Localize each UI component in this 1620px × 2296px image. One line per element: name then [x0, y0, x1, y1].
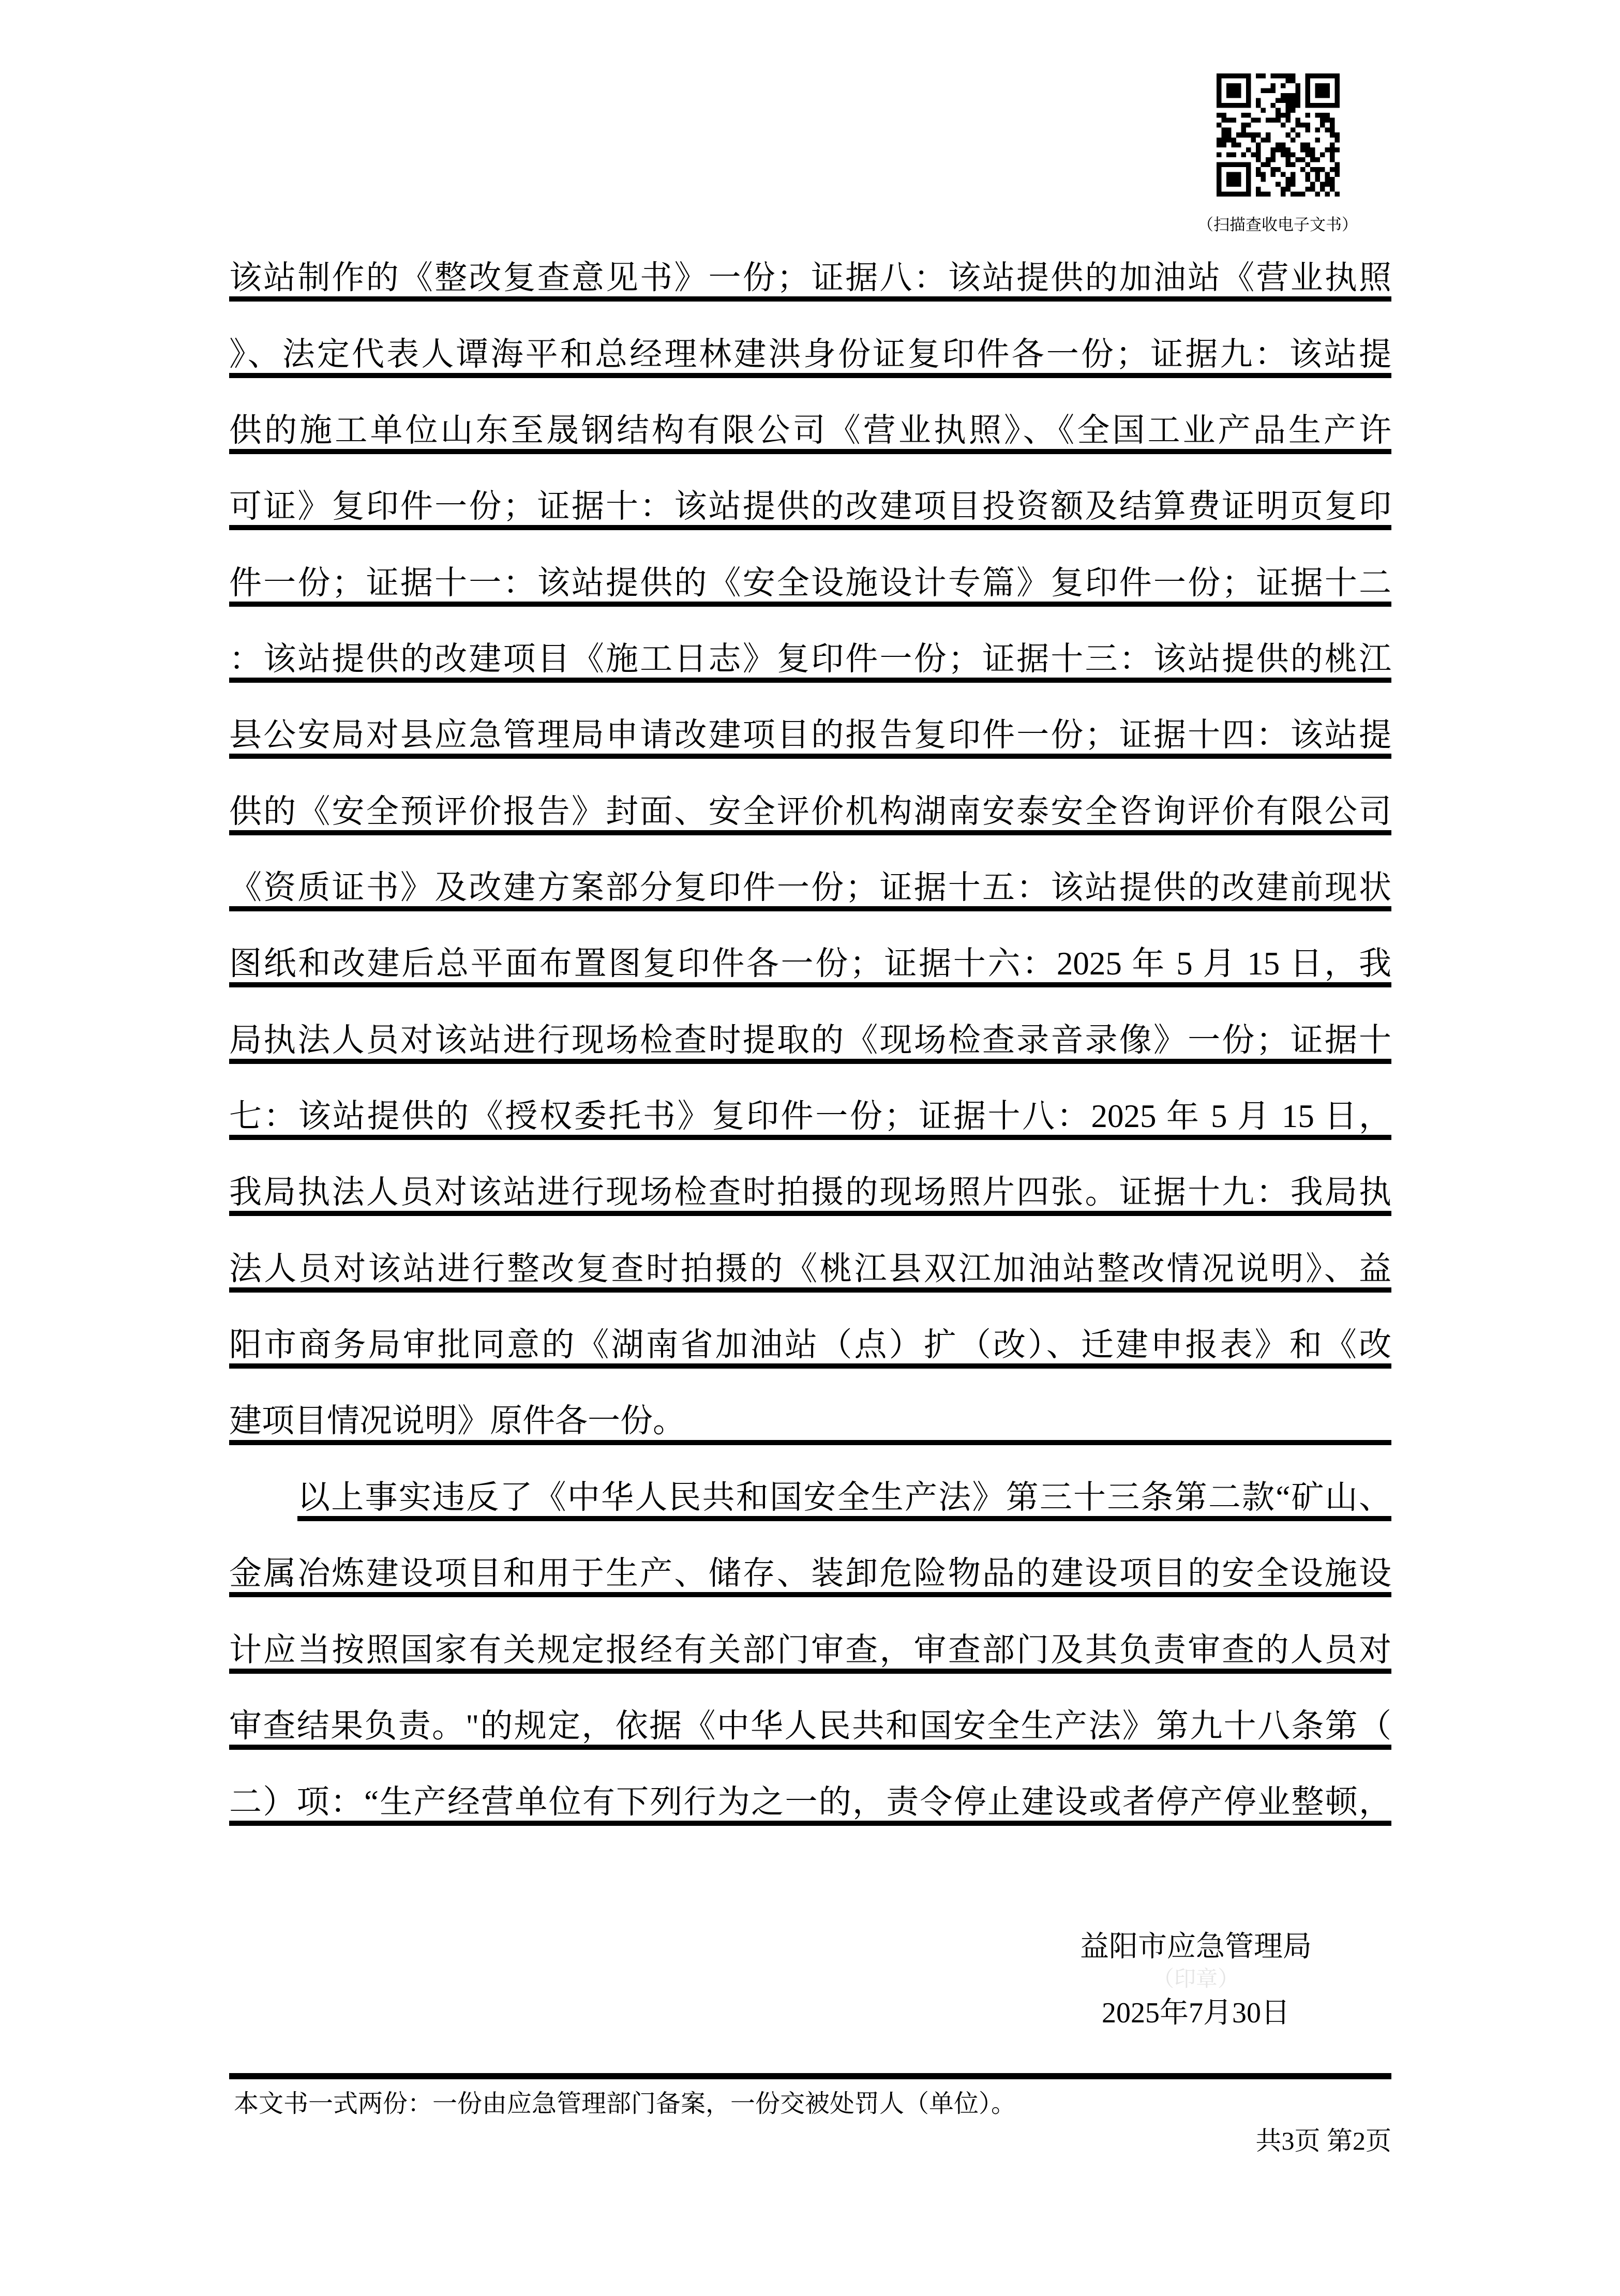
- body-line-text: 计应当按照国家有关规定报经有关部门审查，审查部门及其负责审查的人员对: [229, 1631, 1391, 1668]
- footer-note: 本文书一式两份：一份由应急管理部门备案，一份交被处罚人（单位）。: [234, 2090, 1016, 2118]
- body-line: [229, 302, 1391, 378]
- body-line-text: 件一份；证据十一：该站提供的《安全设施设计专篇》复印件一份；证据十二: [229, 564, 1391, 601]
- body-line-text: 可证》复印件一份；证据十：该站提供的改建项目投资额及结算费证明页复印: [229, 488, 1391, 525]
- body-line: [229, 683, 1391, 759]
- signature-block: [1009, 1920, 1383, 2028]
- body-line-text: 供的《安全预评价报告》封面、安全评价机构湖南安泰安全咨询评价有限公司: [229, 793, 1391, 830]
- qr-caption: （扫描查收电子文书）: [1197, 216, 1358, 234]
- body-line: [229, 454, 1391, 530]
- qr-code-icon: [1217, 73, 1340, 197]
- body-line: [229, 1293, 1391, 1369]
- body-line: [229, 759, 1391, 835]
- page-indicator: 共3页 第2页: [1255, 2126, 1391, 2155]
- body-line-text: 金属冶炼建设项目和用于生产、储存、装卸危险物品的建设项目的安全设施设: [229, 1555, 1391, 1592]
- body-line: [229, 226, 1391, 302]
- body-line-text: 阳市商务局审批同意的《湖南省加油站（点）扩（改）、迁建申报表》和《改: [229, 1327, 1391, 1363]
- body-line: [229, 1140, 1391, 1216]
- seal-placeholder: （印章）: [1152, 1968, 1239, 1991]
- body-line: [229, 911, 1391, 987]
- body-line: [229, 1064, 1391, 1140]
- body-line-text: 供的施工单位山东至晟钢结构有限公司《营业执照》、《全国工业产品生产许: [229, 412, 1391, 448]
- body-line-text: 审查结果负责。"的规定，依据《中华人民共和国安全生产法》第九十八条第（: [229, 1707, 1391, 1744]
- body-line-text: 建项目情况说明》原件各一份。: [229, 1403, 685, 1439]
- body-line: [229, 607, 1391, 683]
- body-line: [229, 1750, 1391, 1826]
- body-line: [229, 1521, 1391, 1597]
- body-line-text: ：该站提供的改建项目《施工日志》复印件一份；证据十三：该站提供的桃江: [229, 641, 1391, 678]
- body-line-text: 《资质证书》及改建方案部分复印件一份；证据十五：该站提供的改建前现状: [229, 869, 1391, 906]
- body-line: [229, 1597, 1391, 1673]
- issuing-authority: 益阳市应急管理局: [1080, 1931, 1312, 1963]
- body-line: [229, 530, 1391, 606]
- footer-divider: [229, 2073, 1391, 2079]
- body-line-text: 该站制作的《整改复查意见书》一份；证据八：该站提供的加油站《营业执照: [229, 260, 1391, 296]
- body-line-text: 图纸和改建后总平面布置图复印件各一份；证据十六：2025 年 5 月 15 日，我: [229, 946, 1391, 982]
- body-line-paragraph-start: [297, 1445, 1391, 1521]
- body-line: [229, 1216, 1391, 1292]
- issue-date: 2025年7月30日: [1102, 1997, 1290, 2029]
- body-line-text: 》、法定代表人谭海平和总经理林建洪身份证复印件各一份；证据九：该站提: [229, 336, 1391, 372]
- body-line-text: 七：该站提供的《授权委托书》复印件一份；证据十八：2025 年 5 月 15 日，: [229, 1098, 1391, 1135]
- body-line-text: 二）项：“生产经营单位有下列行为之一的，责令停止建设或者停产停业整顿，: [229, 1784, 1391, 1821]
- body-line: [229, 378, 1391, 454]
- body-line-text: 以上事实违反了《中华人民共和国安全生产法》第三十三条第二款“矿山、: [297, 1479, 1391, 1515]
- body-line-text: 县公安局对县应急管理局申请改建项目的报告复印件一份；证据十四：该站提: [229, 717, 1391, 754]
- document-body: [229, 226, 1391, 1826]
- body-line: [229, 1674, 1391, 1750]
- body-line-text: 局执法人员对该站进行现场检查时提取的《现场检查录音录像》一份；证据十: [229, 1022, 1391, 1058]
- body-line-text: 我局执法人员对该站进行现场检查时拍摄的现场照片四张。证据十九：我局执: [229, 1174, 1391, 1211]
- body-line: [229, 1369, 1391, 1445]
- body-line: [229, 835, 1391, 911]
- body-line-text: 法人员对该站进行整改复查时拍摄的《桃江县双江加油站整改情况说明》、益: [229, 1250, 1391, 1287]
- qr-code-image: [1217, 73, 1340, 197]
- body-line: [229, 987, 1391, 1063]
